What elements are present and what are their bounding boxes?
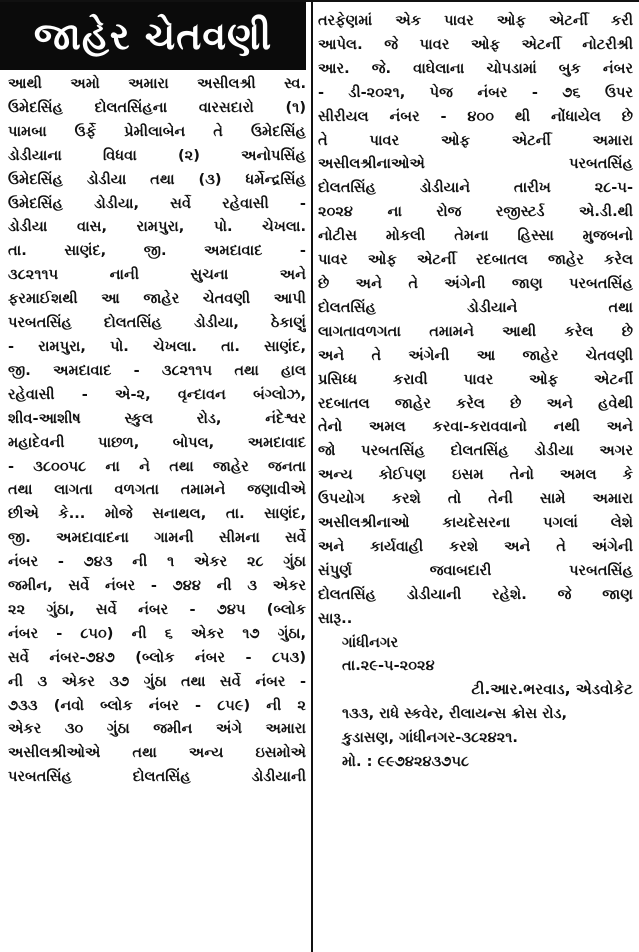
notice-line: મહાદેવની પાછળ, બોપલ, અમદાવાદ [8, 433, 306, 451]
notice-line: ની ૩ એકર ૩૭ ગુંઠા તથા સર્વે નંબર - [8, 672, 306, 690]
notice-line: જમીન, સર્વે નંબર - ૭૪૪ ની ૩ એકર [8, 577, 306, 595]
notice-line: ૩૮૨૧૧૫ નાની સુચના અને [8, 266, 306, 284]
notice-right-column [318, 9, 633, 774]
notice-line: અને તે અંગેની આ જાહેર ચેતવણી [318, 346, 633, 364]
notice-line: આપેલ. જે પાવર ઓફ એટર્ની નોટરીશ્રી [318, 35, 633, 53]
notice-line: ડોડીયા વાસ, રામપુરા, પો. ચેખલા. [8, 218, 306, 236]
notice-line: પાવર ઓફ એટર્ની રદબાતલ જાહેર કરેલ [318, 251, 633, 269]
notice-line: શીવ-આશીષ સ્કુલ રોડ, નંદેશ્વર [8, 409, 306, 427]
advocate-address-line2: કુડાસણ, ગાંધીનગર-૩૮૨૪૨૧. [342, 729, 518, 747]
notice-line: જી. અમદાવાદ - ૩૮૨૧૧૫ તથા હાલ [8, 361, 306, 379]
column-divider [311, 2, 313, 952]
notice-line: રહેવાસી - એ-૨, વૃન્દાવન બંગ્લોઝ, [8, 385, 306, 403]
notice-line: દોલતસિંહ ડોડીયાને તારીખ ૨૮-૫- [318, 179, 633, 197]
notice-line: જી. અમદાવાદના ગામની સીમના સર્વે [8, 529, 306, 547]
notice-line: - ૩૮૦૦૫૮ ના ને તથા જાહેર જનતા [8, 457, 306, 475]
notice-line: અસીલશ્રીનાઓ કાયદેસરના પગલાં લેશે [318, 514, 633, 532]
notice-date: તા.૨૯-૫-૨૦૨૪ [342, 657, 435, 675]
notice-line: એકર ૩૦ ગુંઠા જમીન અંગે અમારા [8, 720, 306, 738]
advocate-name: ટી.આર.ભરવાડ, એડવોકેટ [471, 680, 633, 699]
notice-line: સંપુર્ણ જવાબદારી પરબતસિંહ [318, 561, 633, 579]
notice-line: ૭૩૩ (નવો બ્લોક નંબર - ૮૫૯) ની ૨ [8, 696, 306, 714]
notice-line: પ્રસિધ્ધ કરાવી પાવર ઓફ એટર્ની [318, 370, 633, 388]
notice-line: ૨૨ ગુંઠા, સર્વે નંબર - ૭૪૫ (બ્લોક [8, 600, 306, 618]
notice-line: ઉપયોગ કરશે તો તેની સામે અમારા [318, 490, 633, 508]
notice-line: અસીલશ્રીનાઓએ પરબતસિંહ [318, 155, 633, 173]
notice-line: - ડી-૨૦૨૧, પેજ નંબર - ૭૬ ઉપર [318, 83, 633, 101]
notice-line: અન્ય કોઈપણ ઇસમ તેનો અમલ કે [318, 466, 633, 484]
notice-title: જાહેર ચેતવણી [0, 2, 306, 70]
notice-line: ઉમેદસિંહ ડોડીયા તથા (૩) ધર્મેન્દ્રસિંહ [8, 170, 306, 188]
notice-line: આથી અમો અમારા અસીલશ્રી સ્વ. [8, 75, 306, 92]
advocate-address-line1: ૧૩૩, રાધે સ્કવેર, રીલાયન્સ ક્રોસ રોડ, [342, 705, 568, 723]
notice-line: ડોડીયાના વિધવા (૨) અનોપસિંહ [8, 146, 306, 164]
notice-line: પરબતસિંહ દોલતસિંહ ડોડીયાની [8, 768, 306, 786]
notice-line: લાગતાવળગતા તમામને આથી કરેલ છે [318, 322, 633, 340]
notice-line: તરફેણમાં એક પાવર ઓફ એટર્ની કરી [318, 12, 633, 29]
notice-line: પામબા ઉર્ફે પ્રેમીલાબેન તે ઉમેદસિંહ [8, 122, 306, 140]
notice-line: અસીલશ્રીઓએ તથા અન્ય ઇસમોએ [8, 744, 306, 762]
notice-line: તેનો અમલ કરવા-કરાવવાનો નથી અને [318, 418, 633, 436]
notice-line: રદબાતલ જાહેર કરેલ છે અને હવેથી [318, 394, 633, 412]
notice-line: છીએ કે... મોજે સનાથલ, તા. સાણંદ, [8, 505, 306, 523]
notice-line: નંબર - ૭૪૩ ની ૧ એકર ૨૮ ગુંઠા [8, 553, 306, 571]
notice-line: તે પાવર ઓફ એટર્ની અમારા [318, 131, 633, 149]
notice-line: પરબતસિંહ દોલતસિંહ ડોડીયા, ઠેકાણું [8, 314, 306, 332]
notice-line: સર્વે નંબર-૭૪૭ (બ્લોક નંબર - ૮૫૩) [8, 648, 306, 666]
notice-line: ઉમેદસિંહ દોલતસિંહના વારસદારો (૧) [8, 98, 306, 116]
notice-line: દોલતસિંહ ડોડીયાની રહેશે. જે જાણ [318, 585, 633, 603]
notice-line: ૨૦૨૪ ના રોજ રજીસ્ટર્ડ એ.ડી.થી [318, 203, 633, 221]
notice-line: છે અને તે અંગેની જાણ પરબતસિંહ [318, 274, 633, 292]
notice-line: સારૂ.. [318, 609, 353, 627]
notice-left-column [8, 72, 306, 789]
notice-line: સીરીયલ નંબર - ૪૦૦ થી નોંધાયેલ છે [318, 107, 633, 125]
notice-line: અને કાર્યવાહી કરશે અને તે અંગેની [318, 537, 633, 555]
notice-line: તા. સાણંદ, જી. અમદાવાદ - [8, 242, 306, 260]
notice-line: ઉમેદસિંહ ડોડીયા, સર્વે રહેવાસી - [8, 194, 306, 212]
notice-line: નોટીસ મોકલી તેમના હિસ્સા મુજબનો [318, 227, 633, 245]
notice-line: આર. જે. વાઘેલાના ચોપડામાં બુક નંબર [318, 59, 633, 77]
notice-right-body [318, 9, 633, 631]
advocate-mobile: મો. : ૯૯૭૪૨૪૩૭૫૮ [342, 753, 470, 771]
notice-line: - રામપુરા, પો. ચેખલા. તા. સાણંદ, [8, 337, 306, 355]
notice-line: નંબર - ૮૫૦) ની ૬ એકર ૧૭ ગુંઠા, [8, 624, 306, 642]
notice-line: ફરમાઈશથી આ જાહેર ચેતવણી આપી [8, 290, 306, 308]
notice-place: ગાંધીનગર [342, 633, 399, 651]
notice-line: દોલતસિંહ ડોડીયાને તથા [318, 298, 633, 316]
notice-line: તથા લાગતા વળગતા તમામને જણાવીએ [8, 481, 306, 499]
notice-line: જો પરબતસિંહ દોલતસિંહ ડોડીયા અગર [318, 442, 633, 460]
